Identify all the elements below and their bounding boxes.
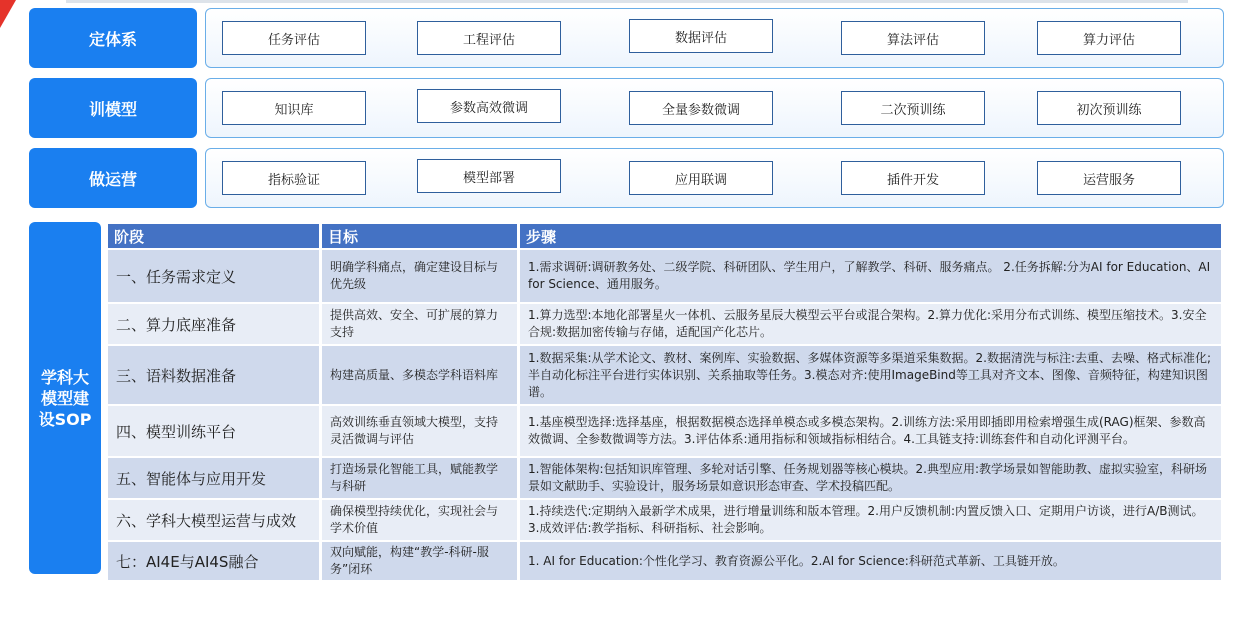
sop-header-row [108,224,1224,248]
table-row [108,250,1224,302]
item-continued-pretrain: 二次预训练 [841,91,985,125]
row-label-system: 定体系 [29,8,197,68]
steps-cell: 1.智能体架构:包括知识库管理、多轮对话引擎、任务规划器等核心模块。2.典型应用:教学场景如智能助教、虚拟实验室，科研场景如文献助手、实验设计，服务场景如意识形态审查、学术投稿匹配。 [520,458,1224,498]
goal-cell: 明确学科痛点，确定建设目标与优先级 [322,250,520,302]
stage-cell: 六、学科大模型运营与成效 [108,500,322,540]
panel-operate [205,148,1224,208]
sop-table [108,222,1224,582]
steps-cell: 1.数据采集:从学术论文、教材、案例库、实验数据、多媒体资源等多渠道采集数据。2.数据清洗与标注:去重、去噪、格式标准化;半自动化标注平台进行实体识别、关系抽取等任务。3.模态对齐:使用ImageBind等工具对齐文本、图像、音频特征，构建知识图谱。 [520,346,1224,404]
stage-cell: 七：AI4E与AI4S融合 [108,542,322,580]
table-row [108,542,1224,580]
item-ops-service: 运营服务 [1037,161,1181,195]
steps-cell: 1. AI for Education:个性化学习、教育资源公平化。2.AI for Science:科研范式革新、工具链开放。 [520,542,1224,580]
item-task-eval: 任务评估 [222,21,366,55]
steps-cell: 1.基座模型选择:选择基座，根据数据模态选择单模态或多模态架构。2.训练方法:采用即插即用检索增强生成(RAG)框架、参数高效微调、全参数微调等方法。3.评估体系:通用指标和领域指标相结合。4.工具链支持:训练套件和自动化评测平台。 [520,406,1224,456]
top-divider [66,0,1188,3]
stage-cell: 三、语料数据准备 [108,346,322,404]
goal-cell: 确保模型持续优化，实现社会与学术价值 [322,500,520,540]
steps-cell: 1.算力选型:本地化部署星火一体机、云服务星辰大模型云平台或混合架构。2.算力优化:采用分布式训练、模型压缩技术。3.安全合规:数据加密传输与存储，适配国产化芯片。 [520,304,1224,344]
table-row [108,458,1224,498]
goal-cell: 构建高质量、多模态学科语料库 [322,346,520,404]
item-algorithm-eval: 算法评估 [841,21,985,55]
panel-system [205,8,1224,68]
item-metric-validation: 指标验证 [222,161,366,195]
red-corner-marker [0,0,16,28]
stage-cell: 一、任务需求定义 [108,250,322,302]
table-row [108,406,1224,456]
item-compute-eval: 算力评估 [1037,21,1181,55]
steps-cell: 1.持续迭代:定期纳入最新学术成果，进行增量训练和版本管理。2.用户反馈机制:内置反馈入口、定期用户访谈，进行A/B测试。3.成效评估:教学指标、科研指标、社会影响。 [520,500,1224,540]
header-goal: 目标 [322,224,520,248]
row-label-train: 训模型 [29,78,197,138]
item-engineering-eval: 工程评估 [417,21,561,55]
row-label-operate: 做运营 [29,148,197,208]
goal-cell: 高效训练垂直领域大模型，支持灵活微调与评估 [322,406,520,456]
table-row [108,304,1224,344]
sop-label: 学科大模型建设SOP [29,222,101,574]
stage-cell: 二、算力底座准备 [108,304,322,344]
item-app-integration: 应用联调 [629,161,773,195]
header-steps: 步骤 [520,224,1224,248]
goal-cell: 提供高效、安全、可扩展的算力支持 [322,304,520,344]
table-row [108,346,1224,404]
item-plugin-dev: 插件开发 [841,161,985,195]
item-data-eval: 数据评估 [629,19,773,53]
stage-cell: 四、模型训练平台 [108,406,322,456]
stage-cell: 五、智能体与应用开发 [108,458,322,498]
item-full-finetune: 全量参数微调 [629,91,773,125]
header-stage: 阶段 [108,224,322,248]
item-peft: 参数高效微调 [417,89,561,123]
item-initial-pretrain: 初次预训练 [1037,91,1181,125]
table-row [108,500,1224,540]
steps-cell: 1.需求调研:调研教务处、二级学院、科研团队、学生用户，了解教学、科研、服务痛点。 2.任务拆解:分为AI for Education、AI for Science、通用服务。 [520,250,1224,302]
goal-cell: 双向赋能，构建“教学-科研-服务”闭环 [322,542,520,580]
item-model-deploy: 模型部署 [417,159,561,193]
panel-train [205,78,1224,138]
goal-cell: 打造场景化智能工具，赋能教学与科研 [322,458,520,498]
item-knowledge-base: 知识库 [222,91,366,125]
